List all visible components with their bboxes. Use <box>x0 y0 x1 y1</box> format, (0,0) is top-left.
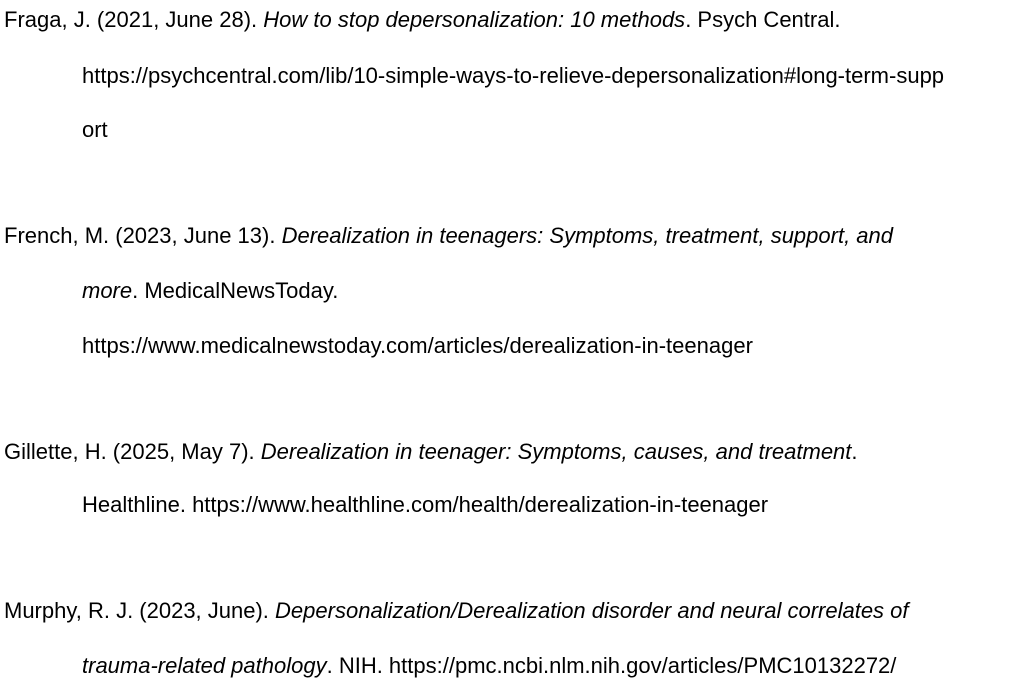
reference-url: https://psychcentral.com/lib/10-simple-ways-to-relieve-depersonalization#long-term-supp <box>82 63 945 88</box>
reference-title-continuation: more <box>82 278 133 303</box>
reference-line <box>82 653 896 679</box>
reference-line <box>4 223 893 249</box>
reference-line <box>4 598 909 624</box>
reference-author-date: Fraga, J. (2021, June 28). <box>4 7 264 32</box>
reference-url-line <box>82 333 753 359</box>
reference-source: . MedicalNewsToday. <box>132 278 339 303</box>
reference-url: https://www.medicalnewstoday.com/articles/derealization-in-teenager <box>82 333 753 358</box>
reference-url-line <box>82 117 108 143</box>
reference-url-line <box>82 492 768 518</box>
reference-url-continuation: ort <box>82 117 108 142</box>
reference-author-date: Gillette, H. (2025, May 7). <box>4 439 261 464</box>
reference-punctuation: . <box>851 439 858 464</box>
reference-source: . Psych Central. <box>685 7 841 32</box>
reference-title-continuation: trauma-related pathology <box>82 653 327 678</box>
reference-title: Derealization in teenager: Symptoms, causes, and treatment <box>260 439 852 464</box>
reference-title: Depersonalization/Derealization disorder and neural correlates of <box>275 598 909 623</box>
reference-source-url: Healthline. https://www.healthline.com/health/derealization-in-teenager <box>82 492 769 517</box>
reference-source-url: . NIH. https://pmc.ncbi.nlm.nih.gov/articles/PMC10132272/ <box>326 653 897 678</box>
reference-title: Derealization in teenagers: Symptoms, treatment, support, and <box>281 223 894 248</box>
reference-line <box>4 439 858 465</box>
reference-line <box>4 7 840 33</box>
reference-author-date: French, M. (2023, June 13). <box>4 223 282 248</box>
reference-title: How to stop depersonalization: 10 methods <box>263 7 686 32</box>
reference-author-date: Murphy, R. J. (2023, June). <box>4 598 276 623</box>
reference-url-line <box>82 63 944 89</box>
reference-line <box>82 278 338 304</box>
